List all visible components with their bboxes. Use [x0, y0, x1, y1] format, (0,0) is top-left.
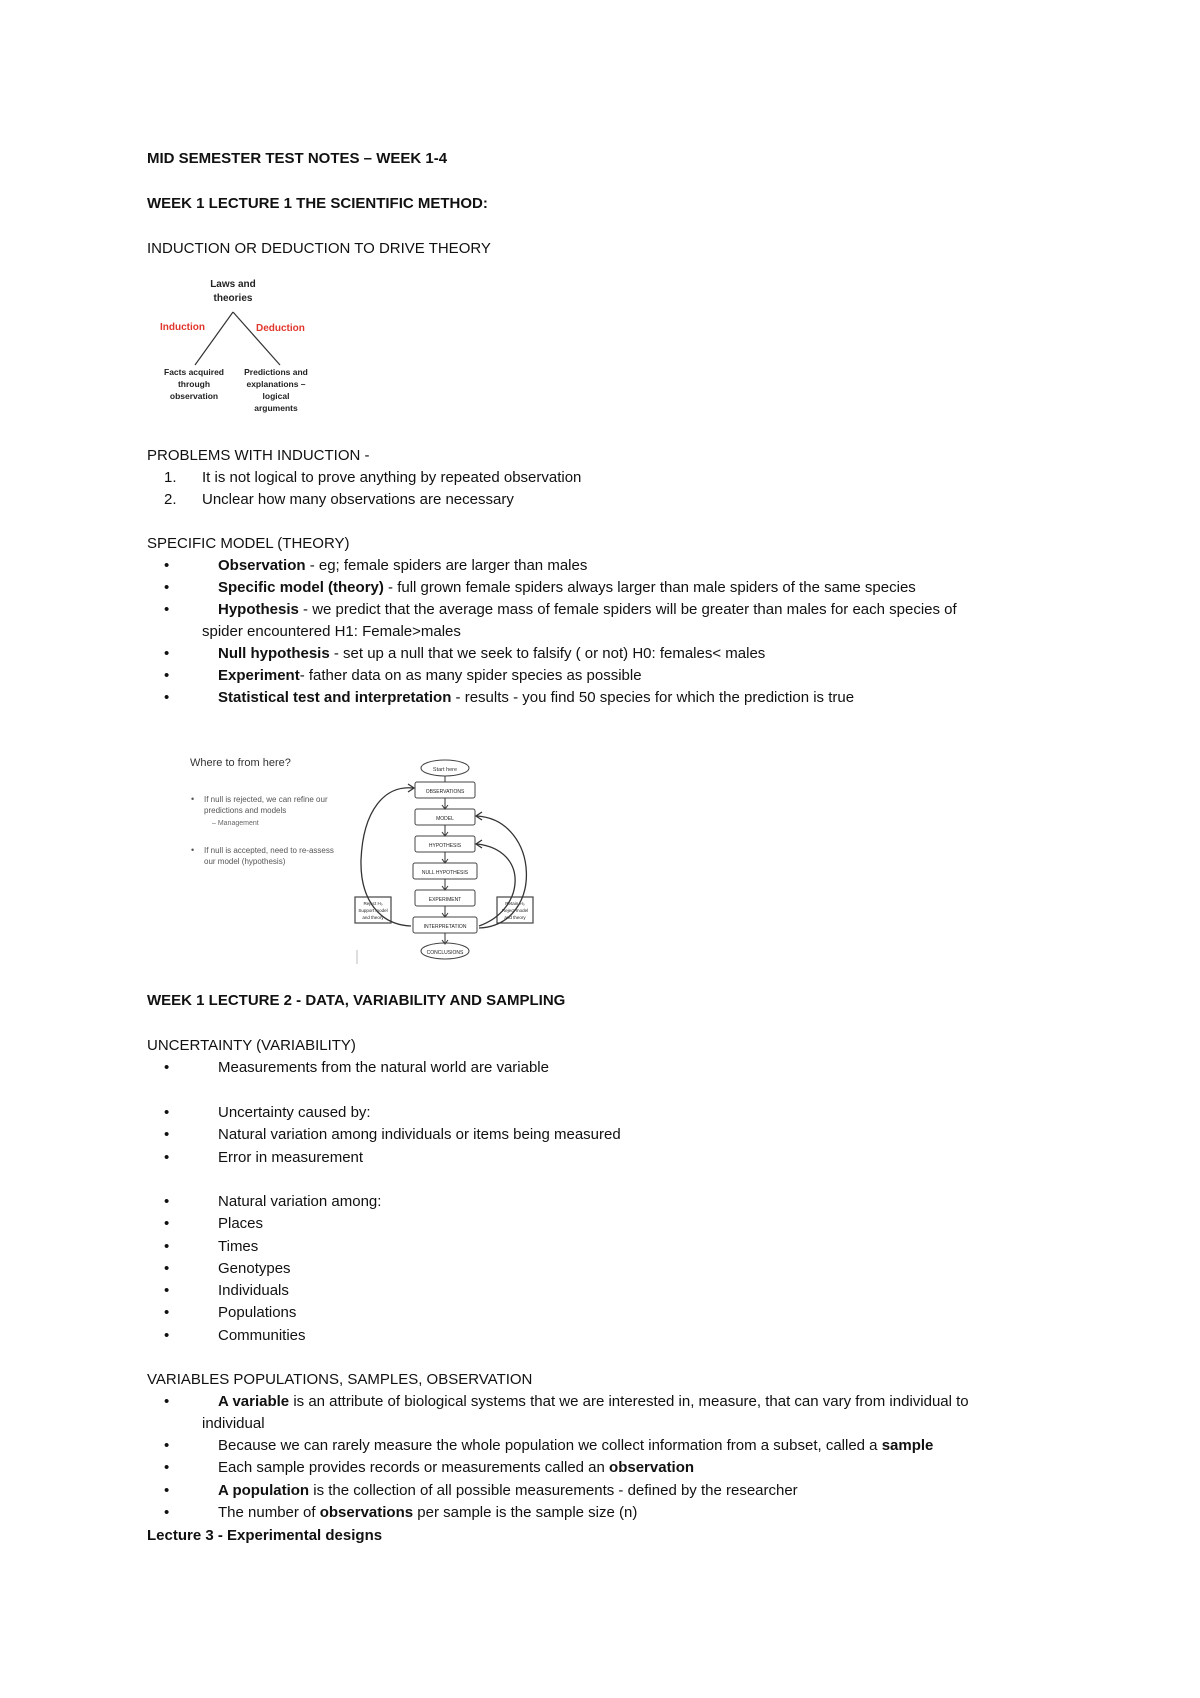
- bullet-icon: •: [164, 1149, 170, 1166]
- bullet-text: per sample is the sample size (n): [413, 1504, 638, 1521]
- bullet-text: Uncertainty caused by:: [218, 1104, 371, 1121]
- right-box-line3: and theory: [504, 915, 526, 920]
- bullet-text: Genotypes: [218, 1260, 291, 1277]
- flow-step-interpretation: INTERPRETATION: [423, 924, 467, 930]
- bullet-icon: •: [164, 601, 170, 618]
- bullet-icon: •: [164, 645, 170, 662]
- figure-bullet2-line2: our model (hypothesis): [204, 857, 286, 866]
- bullet-text: - results - you find 50 species for which the prediction is true: [451, 689, 855, 706]
- diagram-deduction-label: Deduction: [256, 323, 305, 334]
- bullet-term: A population: [218, 1482, 310, 1499]
- right-box-line1: Retain H₀: [505, 901, 525, 906]
- bullet-icon: •: [164, 1282, 170, 1299]
- bullet-term: Specific model (theory): [218, 579, 384, 596]
- diagram-left-label-1: Facts acquired: [164, 367, 224, 377]
- item-number: 1.: [164, 469, 177, 486]
- bullet-icon: •: [164, 1327, 170, 1344]
- flow-step-model: MODEL: [436, 816, 454, 822]
- bullet-icon: •: [164, 1393, 170, 1410]
- bullet-icon: •: [191, 845, 195, 855]
- bullet-term: observation: [609, 1459, 695, 1476]
- bullet-text: Individuals: [218, 1282, 289, 1299]
- left-box-line3: and theory: [362, 915, 384, 920]
- diagram-top-label-1: Laws and: [210, 279, 256, 290]
- diagram-right-label-1: Predictions and: [244, 367, 308, 377]
- item-text: It is not logical to prove anything by repeated observation: [202, 469, 582, 486]
- bullet-text: is an attribute of biological systems that we are interested in, measure, that can vary from individual to: [289, 1393, 969, 1410]
- flow-start: Start here: [432, 767, 458, 773]
- flow-step-hypothesis: HYPOTHESIS: [428, 843, 462, 849]
- diagram-right-label-2: explanations –: [246, 379, 306, 389]
- bullet-term: Null hypothesis: [218, 645, 330, 662]
- bullet-term: Hypothesis: [218, 601, 299, 618]
- document-title: MID SEMESTER TEST NOTES – WEEK 1-4: [147, 150, 448, 167]
- figure-bullet2-line1: If null is accepted, need to re-assess: [204, 846, 334, 855]
- flow-end: CONCLUSIONS: [426, 950, 464, 956]
- bullet-icon: •: [164, 557, 170, 574]
- bullet-icon: •: [164, 689, 170, 706]
- right-box-line2: Reject model: [501, 908, 529, 913]
- bullet-text: Places: [218, 1215, 264, 1232]
- scientific-method-flow-figure: [185, 750, 550, 970]
- bullet-term: Statistical test and interpretation: [218, 689, 452, 706]
- flow-step-observations: OBSERVATIONS: [425, 789, 465, 795]
- bullet-text: Communities: [218, 1327, 306, 1344]
- bullet-icon: •: [164, 1482, 170, 1499]
- bullet-term: Experiment: [218, 667, 300, 684]
- bullet-text: Error in measurement: [218, 1149, 364, 1166]
- bullet-icon: •: [164, 1459, 170, 1476]
- figure-bullet1-line1: If null is rejected, we can refine our: [204, 795, 328, 804]
- bullet-text: Each sample provides records or measurements called an: [218, 1459, 610, 1476]
- item-number: 2.: [164, 491, 177, 508]
- uncertainty-heading: UNCERTAINTY (VARIABILITY): [147, 1037, 356, 1054]
- bullet-text: - we predict that the average mass of female spiders will be greater than males for each species of: [298, 601, 957, 618]
- lecture1-heading: WEEK 1 LECTURE 1 THE SCIENTIFIC METHOD:: [147, 195, 488, 212]
- bullet-text: - father data on as many spider species as possible: [299, 667, 642, 684]
- bullet-text: The number of: [218, 1504, 320, 1521]
- item-text: Unclear how many observations are necessary: [202, 491, 514, 508]
- bullet-icon: •: [164, 1437, 170, 1454]
- bullet-continuation: individual: [202, 1415, 265, 1432]
- bullet-icon: •: [164, 1193, 170, 1210]
- figure-sub1: – Management: [212, 820, 259, 827]
- bullet-term: sample: [881, 1437, 934, 1454]
- bullet-text: Measurements from the natural world are variable: [218, 1059, 549, 1076]
- bullet-text: Times: [218, 1238, 259, 1255]
- bullet-icon: •: [164, 579, 170, 596]
- diagram-left-label-2: through: [177, 379, 211, 389]
- diagram-top-label-2: theories: [213, 293, 253, 304]
- bullet-icon: •: [164, 1126, 170, 1143]
- bullet-term: observations: [319, 1504, 414, 1521]
- bullet-icon: •: [164, 1260, 170, 1277]
- bullet-text: - set up a null that we seek to falsify ( or not) H0: females< males: [329, 645, 766, 662]
- lecture3-heading: Lecture 3 - Experimental designs: [147, 1527, 383, 1544]
- bullet-icon: •: [164, 1304, 170, 1321]
- bullet-continuation: spider encountered H1: Female>males: [202, 623, 461, 640]
- variables-heading: VARIABLES POPULATIONS, SAMPLES, OBSERVATION: [147, 1371, 533, 1388]
- left-box-line2: Support model: [358, 908, 388, 913]
- bullet-term: Observation: [218, 557, 306, 574]
- bullet-text: - eg; female spiders are larger than males: [305, 557, 588, 574]
- induction-deduction-heading: INDUCTION OR DEDUCTION TO DRIVE THEORY: [147, 240, 491, 257]
- lecture2-heading: WEEK 1 LECTURE 2 - DATA, VARIABILITY AND SAMPLING: [147, 992, 566, 1009]
- specific-model-heading: SPECIFIC MODEL (THEORY): [147, 535, 350, 552]
- diagram-right-label-4: arguments: [254, 403, 298, 413]
- bullet-text: Because we can rarely measure the whole population we collect information from a subset, called a: [218, 1437, 882, 1454]
- induction-deduction-diagram: [160, 275, 330, 420]
- bullet-icon: •: [164, 1215, 170, 1232]
- figure-bullet1-line2: predictions and models: [204, 806, 287, 815]
- bullet-text: is the collection of all possible measurements - defined by the researcher: [309, 1482, 798, 1499]
- left-box-line1: Reject H₀: [363, 901, 383, 906]
- bullet-text: Natural variation among:: [218, 1193, 382, 1210]
- figure-title: Where to from here?: [190, 757, 291, 769]
- diagram-induction-label: Induction: [160, 322, 205, 333]
- bullet-icon: •: [164, 1059, 170, 1076]
- bullet-icon: •: [164, 1504, 170, 1521]
- flow-step-null-hypothesis: NULL HYPOTHESIS: [421, 870, 469, 876]
- bullet-text: Populations: [218, 1304, 297, 1321]
- diagram-right-label-3: logical: [262, 391, 290, 401]
- diagram-left-label-3: observation: [169, 391, 219, 401]
- bullet-icon: •: [164, 1238, 170, 1255]
- bullet-icon: •: [164, 1104, 170, 1121]
- flow-step-experiment: EXPERIMENT: [428, 897, 462, 903]
- problems-heading: PROBLEMS WITH INDUCTION -: [147, 447, 370, 464]
- bullet-text: Natural variation among individuals or items being measured: [218, 1126, 621, 1143]
- bullet-term: A variable: [218, 1393, 290, 1410]
- bullet-icon: •: [191, 794, 195, 804]
- bullet-text: - full grown female spiders always larger than male spiders of the same species: [383, 579, 916, 596]
- bullet-icon: •: [164, 667, 170, 684]
